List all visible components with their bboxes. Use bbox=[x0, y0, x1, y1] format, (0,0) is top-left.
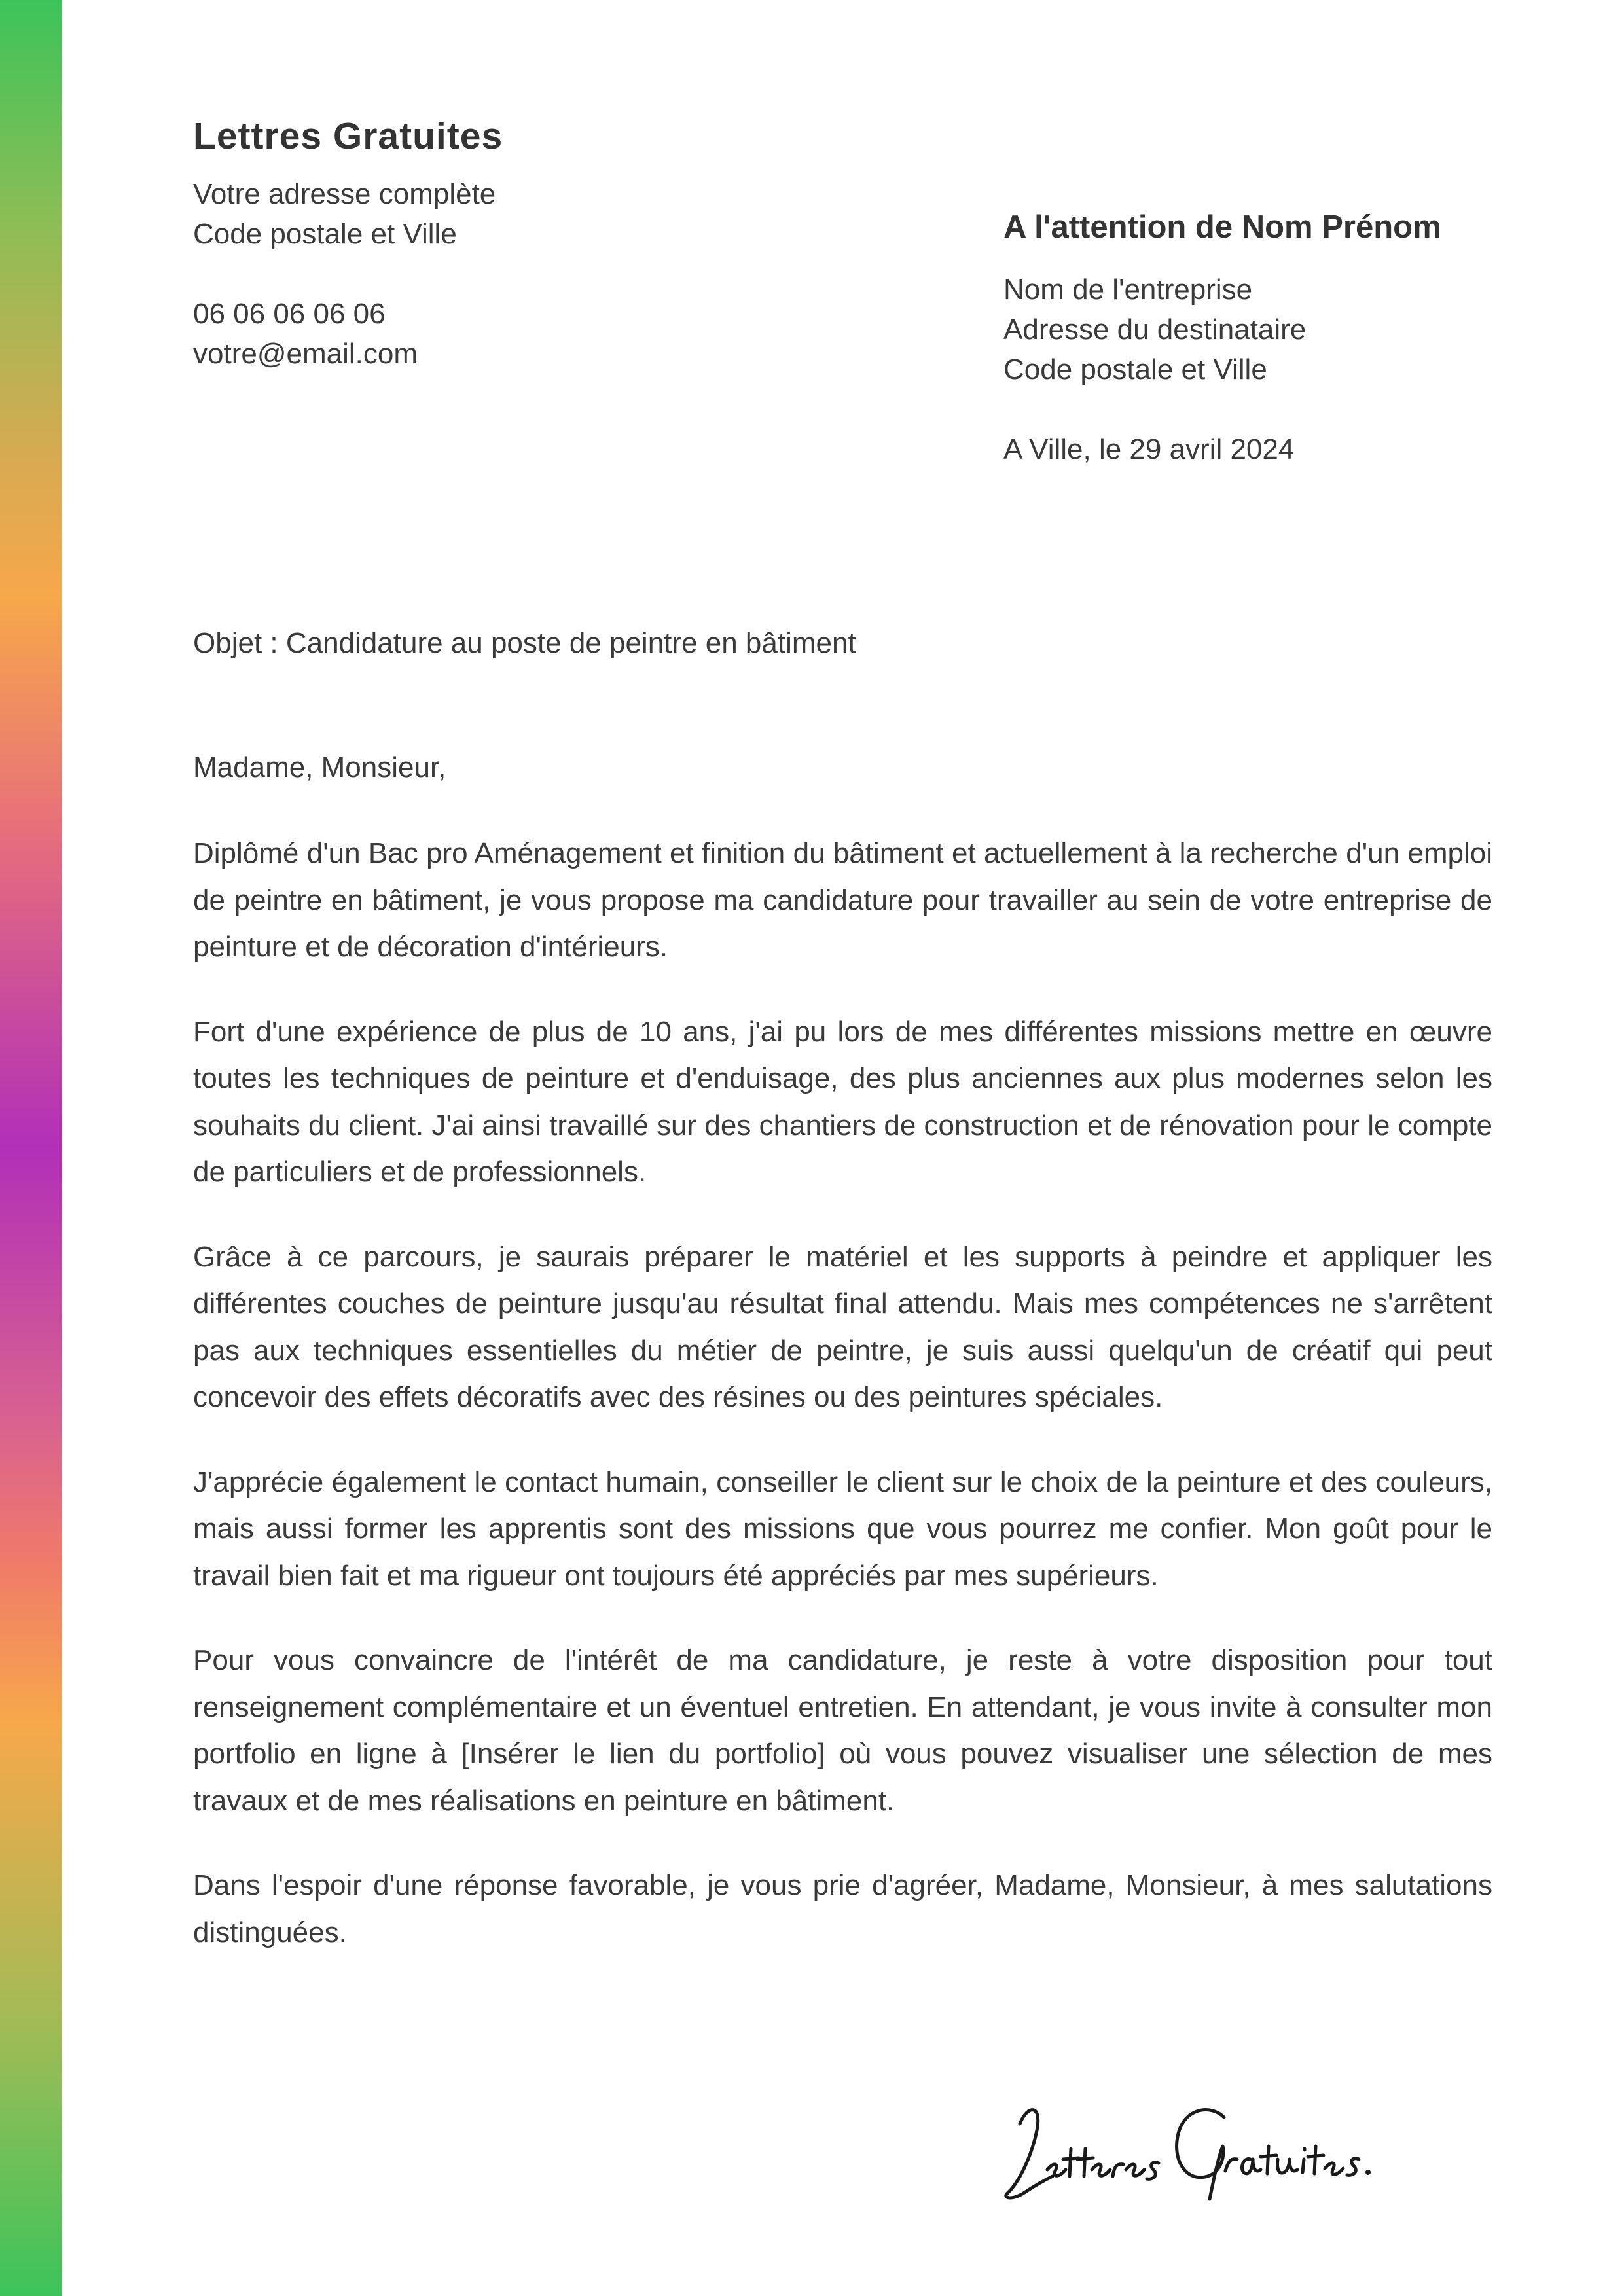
sender-name: Lettres Gratuites bbox=[193, 115, 503, 157]
sender-block bbox=[193, 110, 782, 374]
sender-email: votre@email.com bbox=[193, 338, 418, 370]
recipient-company: Nom de l'entreprise bbox=[1003, 274, 1253, 306]
sender-phone: 06 06 06 06 06 bbox=[193, 298, 386, 330]
letter-salutation: Madame, Monsieur, bbox=[193, 751, 446, 783]
sender-address-line2: Code postale et Ville bbox=[193, 218, 457, 250]
sender-contact bbox=[193, 294, 782, 374]
recipient-block bbox=[1003, 204, 1566, 469]
letter-body bbox=[193, 830, 1492, 1994]
recipient-address bbox=[1003, 270, 1566, 389]
recipient-attention: A l'attention de Nom Prénom bbox=[1003, 209, 1441, 245]
recipient-city: Code postale et Ville bbox=[1003, 353, 1267, 386]
sender-address-line1: Votre adresse complète bbox=[193, 178, 496, 210]
body-paragraph-2: Fort d'une expérience de plus de 10 ans, j'ai pu lors de mes différentes missions mettre en œuvre toutes les techniques de peinture et d'enduisage, des plus anciennes aux plus modernes selon les souhaits du client. J'ai ainsi travaillé sur des chantiers de construction et de rénovation pour le compte de particuliers et de professionnels. bbox=[193, 1015, 1492, 1188]
body-paragraph-6: Dans l'espoir d'une réponse favorable, je vous prie d'agréer, Madame, Monsieur, à mes salutations distinguées. bbox=[193, 1869, 1492, 1948]
recipient-street: Adresse du destinataire bbox=[1003, 314, 1307, 346]
body-paragraph-5: Pour vous convaincre de l'intérêt de ma candidature, je reste à votre disposition pour tout renseignement complémentaire et un éventuel entretien. En attendant, je vous invite à consulter mon portfolio en ligne à [Insérer le lien du portfolio] où vous pouvez visualiser une sélection de mes travaux et de mes réalisations en peinture en bâtiment. bbox=[193, 1644, 1492, 1817]
body-paragraph-1: Diplômé d'un Bac pro Aménagement et finition du bâtiment et actuellement à la recherche d'un emploi de peintre en bâtiment, je vous propose ma candidature pour travailler au sein de votre entreprise de peinture et de décoration d'intérieurs. bbox=[193, 837, 1492, 963]
decorative-gradient-bar bbox=[0, 0, 62, 2296]
letter-date: A Ville, le 29 avril 2024 bbox=[1003, 433, 1295, 465]
body-paragraph-4: J'apprécie également le contact humain, conseiller le client sur le choix de la peinture et des couleurs, mais aussi former les apprentis sont des missions que vous pourrez me confier. Mon goût pour le travail bien fait et ma rigueur ont toujours été appréciés par mes supérieurs. bbox=[193, 1465, 1492, 1592]
handwritten-signature bbox=[982, 2078, 1375, 2209]
sender-address bbox=[193, 174, 782, 254]
body-paragraph-3: Grâce à ce parcours, je saurais préparer le matériel et les supports à peindre et appliquer les différentes couches de peinture jusqu'au résultat final attendu. Mais mes compétences ne s'arrêtent pas aux techniques essentielles du métier de peintre, je suis aussi quelqu'un de créatif qui peut concevoir des effets décoratifs avec des résines ou des peintures spéciales. bbox=[193, 1240, 1492, 1413]
letter-subject: Objet : Candidature au poste de peintre en bâtiment bbox=[193, 627, 856, 659]
